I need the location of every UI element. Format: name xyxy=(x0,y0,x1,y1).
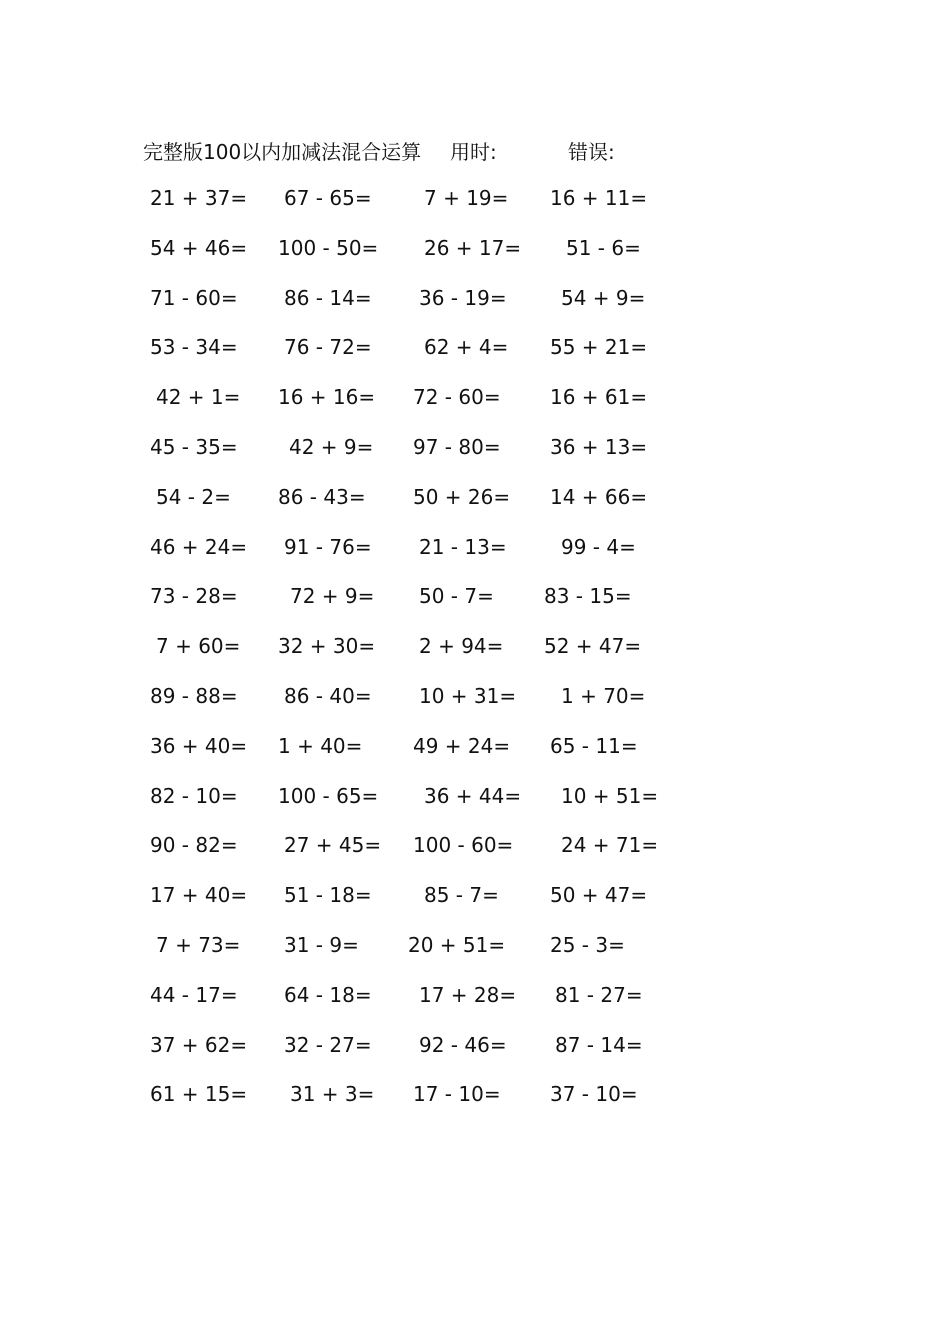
problem: 67 - 65= xyxy=(284,186,372,210)
problem: 42 + 1= xyxy=(156,385,241,410)
problem: 100 - 65= xyxy=(278,783,379,808)
problem: 100 - 50= xyxy=(278,235,379,260)
problem-row xyxy=(0,186,950,216)
problem-row xyxy=(0,335,950,365)
problem: 90 - 82= xyxy=(150,833,238,858)
problem: 21 + 37= xyxy=(150,186,248,210)
problem-row xyxy=(0,286,950,316)
problem: 45 - 35= xyxy=(150,435,238,459)
problem-row xyxy=(0,1033,950,1063)
problem: 86 - 43= xyxy=(278,484,366,509)
problem: 37 - 10= xyxy=(550,1082,638,1107)
problem: 32 - 27= xyxy=(284,1032,372,1057)
problem: 92 - 46= xyxy=(419,1032,507,1057)
problem: 83 - 15= xyxy=(544,584,632,609)
problem-row xyxy=(0,435,950,465)
problem: 76 - 72= xyxy=(284,335,372,360)
problem: 42 + 9= xyxy=(289,435,374,459)
problem: 10 + 31= xyxy=(419,684,517,708)
problem: 52 + 47= xyxy=(544,634,642,659)
problem: 91 - 76= xyxy=(284,534,372,559)
problem-row xyxy=(0,933,950,963)
problem: 31 - 9= xyxy=(284,933,359,957)
problem: 21 - 13= xyxy=(419,534,507,559)
problem-row xyxy=(0,784,950,814)
problem: 20 + 51= xyxy=(408,933,506,957)
problem: 86 - 40= xyxy=(284,684,372,708)
problem: 2 + 94= xyxy=(419,634,504,659)
problem-row xyxy=(0,684,950,714)
worksheet-header xyxy=(0,136,950,164)
problem: 36 + 13= xyxy=(550,435,648,459)
problem: 1 + 70= xyxy=(561,684,646,708)
problem: 85 - 7= xyxy=(424,883,499,908)
problem: 25 - 3= xyxy=(550,933,625,957)
problem: 14 + 66= xyxy=(550,484,648,509)
problem: 17 - 10= xyxy=(413,1082,501,1107)
problem-row xyxy=(0,584,950,614)
problem: 44 - 17= xyxy=(150,982,238,1007)
problem: 51 - 6= xyxy=(566,235,641,260)
error-label: 错误: xyxy=(568,140,615,164)
problem: 72 + 9= xyxy=(290,584,375,609)
problem: 51 - 18= xyxy=(284,883,372,908)
problem: 10 + 51= xyxy=(561,783,659,808)
time-label: 用时: xyxy=(450,140,497,164)
problem: 86 - 14= xyxy=(284,285,372,310)
problem: 7 + 19= xyxy=(424,186,509,210)
problem: 17 + 40= xyxy=(150,883,248,908)
problem: 61 + 15= xyxy=(150,1082,248,1107)
problem: 27 + 45= xyxy=(284,833,382,858)
problem: 97 - 80= xyxy=(413,435,501,459)
problem: 73 - 28= xyxy=(150,584,238,609)
problem: 54 + 46= xyxy=(150,235,248,260)
problem-row xyxy=(0,385,950,415)
problem: 55 + 21= xyxy=(550,335,648,360)
problem: 31 + 3= xyxy=(290,1082,375,1107)
problem: 7 + 73= xyxy=(156,933,241,957)
problem: 36 - 19= xyxy=(419,285,507,310)
problem: 100 - 60= xyxy=(413,833,514,858)
problem: 16 + 11= xyxy=(550,186,648,210)
problem: 99 - 4= xyxy=(561,534,636,559)
problem: 49 + 24= xyxy=(413,733,511,758)
problem: 16 + 16= xyxy=(278,385,376,410)
problem-row xyxy=(0,983,950,1013)
problem: 24 + 71= xyxy=(561,833,659,858)
page-title: 完整版100以内加减法混合运算 xyxy=(143,140,422,164)
problem: 72 - 60= xyxy=(413,385,501,410)
problem: 46 + 24= xyxy=(150,534,248,559)
problem: 65 - 11= xyxy=(550,733,638,758)
problem: 89 - 88= xyxy=(150,684,238,708)
problem: 7 + 60= xyxy=(156,634,241,659)
problem: 54 + 9= xyxy=(561,285,646,310)
problem: 50 + 47= xyxy=(550,883,648,908)
problem: 37 + 62= xyxy=(150,1032,248,1057)
problem: 50 + 26= xyxy=(413,484,511,509)
problem: 50 - 7= xyxy=(419,584,494,609)
problem-row xyxy=(0,535,950,565)
problem: 16 + 61= xyxy=(550,385,648,410)
problem: 17 + 28= xyxy=(419,982,517,1007)
problem: 87 - 14= xyxy=(555,1032,643,1057)
problem-row xyxy=(0,883,950,913)
problem-row xyxy=(0,734,950,764)
problem: 53 - 34= xyxy=(150,335,238,360)
problem: 71 - 60= xyxy=(150,285,238,310)
problem: 26 + 17= xyxy=(424,235,522,260)
problem: 32 + 30= xyxy=(278,634,376,659)
problem-row xyxy=(0,485,950,515)
problem: 64 - 18= xyxy=(284,982,372,1007)
problem: 54 - 2= xyxy=(156,484,231,509)
problem: 1 + 40= xyxy=(278,733,363,758)
problem: 62 + 4= xyxy=(424,335,509,360)
problem: 81 - 27= xyxy=(555,982,643,1007)
problem-row xyxy=(0,1082,950,1112)
problem: 82 - 10= xyxy=(150,783,238,808)
problem-row xyxy=(0,236,950,266)
problem: 36 + 44= xyxy=(424,783,522,808)
problem: 36 + 40= xyxy=(150,733,248,758)
problem-row xyxy=(0,833,950,863)
problem-row xyxy=(0,634,950,664)
